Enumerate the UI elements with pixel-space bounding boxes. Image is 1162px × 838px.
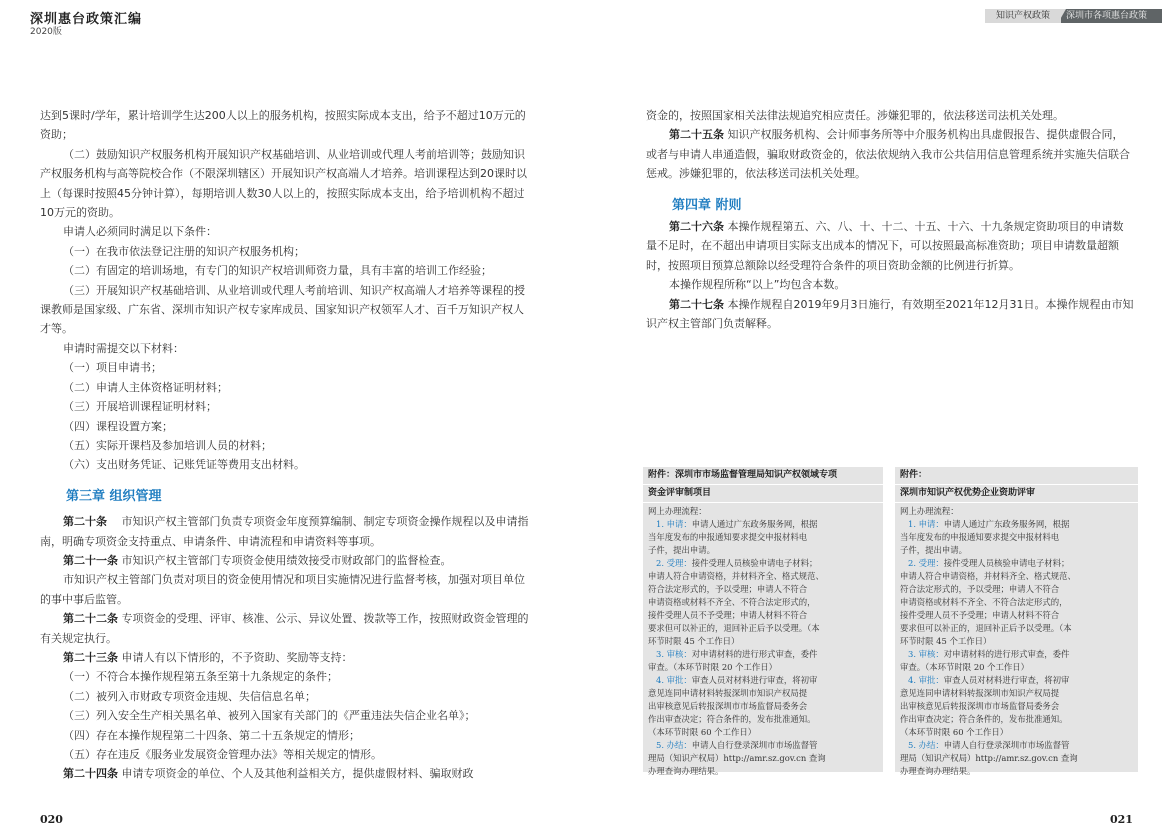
box2-title-line1: 附件： bbox=[900, 470, 928, 480]
paragraph bbox=[40, 281, 530, 339]
process-step-line bbox=[648, 596, 878, 609]
paragraph bbox=[40, 358, 530, 377]
process-step-label: 3. 审核： bbox=[908, 649, 944, 659]
process-step-line bbox=[648, 661, 878, 674]
process-step-line bbox=[648, 739, 878, 752]
paragraph-text: （二）被列入市财政专项资金违规、失信信息名单； bbox=[63, 689, 316, 703]
process-step-text: 申请人通过广东政务服务网，根据 bbox=[943, 519, 1070, 529]
process-step-label: 5. 办结： bbox=[908, 740, 944, 750]
right-articles bbox=[646, 217, 1134, 333]
process-step-text: 子件，提出申请。 bbox=[900, 545, 967, 555]
process-step-text: 申请人符合申请资格，并材料齐全、格式规范、 bbox=[648, 571, 824, 581]
process-step-line bbox=[648, 583, 878, 596]
process-step-text: 当年度发布的申报通知要求提交申报材料电 bbox=[900, 532, 1060, 542]
process-step-text: （本环节时限 60 个工作日） bbox=[648, 727, 757, 737]
paragraph bbox=[40, 551, 530, 570]
process-step-text: 理局（知识产权局）http://amr.sz.gov.cn 查询 bbox=[900, 753, 1078, 763]
process-step-text: 审查。（本环节时限 20 个工作日） bbox=[900, 662, 1030, 672]
paragraph-text: （二）申请人主体资格证明材料； bbox=[63, 380, 228, 394]
paragraph bbox=[40, 261, 530, 280]
process-step-line bbox=[900, 765, 1133, 778]
process-step-text: 作出审查决定；符合条件的，发布批准通知。 bbox=[648, 714, 816, 724]
paragraph bbox=[40, 570, 530, 609]
process-step-text: 接件受理人员不予受理；申请人材料不符合 bbox=[648, 610, 808, 620]
paragraph-text: 市知识产权主管部门负责对项目的资金使用情况和项目实施情况进行监督考核，加强对项目单位的事中事后监管。 bbox=[40, 573, 525, 606]
process-step-text: 申请资格或材料不齐全、不符合法定形式的， bbox=[900, 597, 1068, 607]
process-step-label: 3. 审核： bbox=[656, 649, 692, 659]
paragraph bbox=[646, 106, 1134, 125]
paragraph bbox=[646, 295, 1134, 334]
page-number-right: 021 bbox=[1110, 813, 1133, 826]
process-step-label: 1. 申请： bbox=[908, 519, 944, 529]
box1-title-line1: 附件：深圳市市场监督管理局知识产权领域专项 bbox=[648, 470, 838, 480]
right-column bbox=[646, 106, 1134, 333]
box2-title-line2: 深圳市知识产权优势企业资助评审 bbox=[900, 488, 1036, 498]
process-step-line bbox=[900, 557, 1133, 570]
process-intro: 网上办理流程： bbox=[648, 506, 707, 516]
process-step-text: 对申请材料的进行形式审查，委件 bbox=[943, 649, 1070, 659]
paragraph-text: （六）支出财务凭证、记账凭证等费用支出材料。 bbox=[63, 458, 305, 472]
paragraph-text: 市知识产权主管部门专项资金使用绩效接受市财政部门的监督检查。 bbox=[121, 553, 452, 567]
chapter4-heading: 第四章 附则 bbox=[672, 197, 742, 213]
paragraph-text: （三）开展知识产权基础培训、从业培训或代理人考前培训、知识产权高端人才培养等课程的授课教师是国家级、广东省、深圳市知识产权专家库成员、国家知识产权领军人才、百千万知识产权人才等。 bbox=[40, 283, 525, 336]
article-number: 第二十二条 bbox=[63, 612, 118, 626]
process-step-line bbox=[648, 544, 878, 557]
paragraph bbox=[40, 609, 530, 648]
left-paragraphs bbox=[40, 106, 530, 475]
article-number: 第二十七条 bbox=[669, 297, 724, 311]
process-step-text: 当年度发布的申报通知要求提交申报材料电 bbox=[648, 532, 808, 542]
paragraph bbox=[40, 648, 530, 667]
process-step-label: 2. 受理： bbox=[656, 558, 692, 568]
tab-ip-policy: 知识产权政策 bbox=[985, 9, 1061, 23]
paragraph bbox=[40, 764, 530, 783]
process-step-line bbox=[900, 570, 1133, 583]
process-step-line bbox=[648, 752, 878, 765]
process-step-line bbox=[900, 648, 1133, 661]
paragraph-text: （四）课程设置方案； bbox=[63, 419, 173, 433]
chapter3-heading: 第三章 组织管理 bbox=[66, 488, 162, 504]
process-step-text: （本环节时限 60 个工作日） bbox=[900, 727, 1009, 737]
paragraph bbox=[646, 217, 1134, 275]
paragraph bbox=[40, 706, 530, 725]
process-step-line bbox=[648, 713, 878, 726]
box1-title-line2: 资金评审制项目 bbox=[648, 488, 712, 498]
process-step-line bbox=[648, 635, 878, 648]
process-step-text: 申请人自行登录深圳市市场监督管 bbox=[691, 740, 818, 750]
process-step-text: 作出审查决定；符合条件的，发布批准通知。 bbox=[900, 714, 1068, 724]
article-number: 第二十一条 bbox=[63, 553, 118, 567]
process-step-line bbox=[900, 622, 1133, 635]
process-step-text: 接件受理人员核验申请电子材料； bbox=[943, 558, 1070, 568]
process-step-line bbox=[900, 739, 1133, 752]
paragraph bbox=[40, 339, 530, 358]
process-step-text: 出审核意见后转报深圳市市场监督局委务会 bbox=[648, 701, 808, 711]
paragraph-text: （一）项目申请书； bbox=[63, 361, 162, 375]
page-number-left: 020 bbox=[40, 813, 63, 826]
process-step-line bbox=[900, 583, 1133, 596]
paragraph bbox=[40, 145, 530, 223]
process-step-text: 环节时限 45 个工作日） bbox=[900, 636, 992, 646]
paragraph-text: （一）在我市依法登记注册的知识产权服务机构； bbox=[63, 244, 305, 258]
process-step-line bbox=[900, 596, 1133, 609]
process-step-line bbox=[648, 674, 878, 687]
process-step-text: 申请人符合申请资格，并材料齐全、格式规范、 bbox=[900, 571, 1076, 581]
paragraph bbox=[40, 436, 530, 455]
book-title: 深圳惠台政策汇编 bbox=[30, 12, 143, 27]
paragraph-text: （三）开展培训课程证明材料； bbox=[63, 400, 217, 414]
process-step-text: 审查人员对材料进行审查，将初审 bbox=[691, 675, 818, 685]
paragraph bbox=[646, 125, 1134, 183]
paragraph bbox=[40, 417, 530, 436]
process-step-text: 申请人自行登录深圳市市场监督管 bbox=[943, 740, 1070, 750]
paragraph bbox=[40, 455, 530, 474]
process-step-line bbox=[900, 752, 1133, 765]
process-step-line bbox=[900, 518, 1133, 531]
process-step-line bbox=[648, 765, 878, 778]
process-step-text: 审查。（本环节时限 20 个工作日） bbox=[648, 662, 778, 672]
paragraph-text: （二）鼓励知识产权服务机构开展知识产权基础培训、从业培训或代理人考前培训等；鼓励知识产权服务机构与高等院校合作（不限深圳辖区）开展知识产权高端人才培养。培训课程达到20课时以上（每课时按照45分钟计算），每期培训人数30人以上的，按照实际成本支出，给予培训机构不超过10万元的资助。 bbox=[40, 147, 527, 220]
paragraph-text: （四）存在本操作规程第二十四条、第二十五条规定的情形； bbox=[63, 728, 360, 742]
article-number: 第二十六条 bbox=[669, 220, 724, 234]
paragraph bbox=[40, 397, 530, 416]
article-number: 第二十三条 bbox=[63, 650, 118, 664]
process-step-text: 出审核意见后转报深圳市市场监督局委务会 bbox=[900, 701, 1060, 711]
process-step-text: 审查人员对材料进行审查，将初审 bbox=[943, 675, 1070, 685]
paragraph-text: 达到5课时/学年，累计培训学生达200人以上的服务机构，按照实际成本支出，给予不超过10万元的资助； bbox=[40, 109, 526, 142]
paragraph-text: （二）有固定的培训场地，有专门的知识产权培训师资力量，具有丰富的培训工作经验； bbox=[63, 264, 492, 278]
paragraph-text: （五）存在违反《服务业发展资金管理办法》等相关规定的情形。 bbox=[63, 748, 382, 761]
process-step-text: 办理查询办理结果。 bbox=[900, 766, 976, 776]
process-step-line bbox=[648, 648, 878, 661]
process-step-line bbox=[900, 635, 1133, 648]
process-step-text: 对申请材料的进行形式审查，委件 bbox=[691, 649, 818, 659]
process-step-text: 理局（知识产权局）http://amr.sz.gov.cn 查询 bbox=[648, 753, 826, 763]
process-step-line bbox=[900, 713, 1133, 726]
attachment-box-1 bbox=[643, 467, 883, 776]
paragraph-text: 本操作规程所称“以上”均包含本数。 bbox=[669, 278, 846, 292]
process-step-line bbox=[648, 557, 878, 570]
process-step-text: 要求但可以补正的，退回补正后予以受理。（本 bbox=[648, 623, 820, 633]
process-step-line bbox=[900, 661, 1133, 674]
paragraph bbox=[40, 667, 530, 686]
tab-separator bbox=[1058, 9, 1066, 23]
process-step-text: 环节时限 45 个工作日） bbox=[648, 636, 740, 646]
process-step-line bbox=[648, 700, 878, 713]
attachment-box-2 bbox=[895, 467, 1138, 776]
paragraph bbox=[40, 242, 530, 261]
process-step-line bbox=[648, 518, 878, 531]
paragraph bbox=[40, 222, 530, 241]
process-step-label: 1. 申请： bbox=[656, 519, 692, 529]
paragraph bbox=[40, 378, 530, 397]
paragraph-text: 申请人必须同时满足以下条件： bbox=[63, 225, 217, 239]
process-step-text: 要求但可以补正的，退回补正后予以受理。（本 bbox=[900, 623, 1072, 633]
process-step-text: 接件受理人员不予受理；申请人材料不符合 bbox=[900, 610, 1060, 620]
process-step-line bbox=[648, 609, 878, 622]
paragraph-text: 申请人有以下情形的，不予资助、奖励等支持： bbox=[121, 650, 353, 664]
paragraph bbox=[40, 687, 530, 706]
paragraph-text: 申请专项资金的单位、个人及其他利益相关方，提供虚假材料、骗取财政 bbox=[121, 767, 474, 781]
process-step-text: 意见连同申请材料转报深圳市知识产权局提 bbox=[648, 688, 808, 698]
process-step-text: 符合法定形式的，予以受理；申请人不符合 bbox=[900, 584, 1060, 594]
left-articles bbox=[40, 512, 530, 784]
paragraph-text: 本操作规程自2019年9月3日施行，有效期至2021年12月31日。本操作规程由市知识产权主管部门负责解释。 bbox=[646, 297, 1134, 331]
process-step-label: 4. 审批： bbox=[656, 675, 692, 685]
box2-process bbox=[895, 503, 1138, 778]
paragraph bbox=[40, 726, 530, 745]
process-step-line bbox=[900, 531, 1133, 544]
paragraph-text: 专项资金的受理、评审、核准、公示、异议处置、拨款等工作，按照财政资金管理的有关规定执行。 bbox=[40, 612, 529, 645]
article-number: 第二十条 bbox=[63, 515, 107, 529]
process-intro: 网上办理流程： bbox=[900, 506, 959, 516]
process-step-line bbox=[648, 570, 878, 583]
process-step-label: 5. 办结： bbox=[656, 740, 692, 750]
paragraph-text: （三）列入安全生产相关黑名单、被列入国家有关部门的《严重违法失信企业名单》； bbox=[63, 709, 476, 723]
process-step-line bbox=[648, 622, 878, 635]
paragraph bbox=[40, 745, 530, 764]
paragraph-text: （五）实际开课档及参加培训人员的材料； bbox=[63, 438, 272, 452]
paragraph-text: （一）不符合本操作规程第五条至第十九条规定的条件； bbox=[63, 670, 338, 684]
tab-shenzhen-policy: 深圳市各项惠台政策 bbox=[1066, 11, 1148, 21]
paragraph-text: 市知识产权主管部门负责专项资金年度预算编制、制定专项资金操作规程以及申请指南，明确专项资金支持重点、申请条件、申请流程和申请资料等事项。 bbox=[40, 515, 529, 548]
paragraph bbox=[40, 512, 530, 551]
process-step-line bbox=[900, 609, 1133, 622]
article-number: 第二十四条 bbox=[63, 767, 118, 781]
paragraph-text: 资金的，按照国家相关法律法规追究相应责任。涉嫌犯罪的，依法移送司法机关处理。 bbox=[646, 109, 1064, 122]
process-step-text: 接件受理人员核验申请电子材料； bbox=[691, 558, 818, 568]
left-column bbox=[40, 106, 530, 784]
process-step-line bbox=[900, 726, 1133, 739]
process-step-line bbox=[648, 687, 878, 700]
process-step-label: 2. 受理： bbox=[908, 558, 944, 568]
process-step-text: 符合法定形式的，予以受理；申请人不符合 bbox=[648, 584, 808, 594]
paragraph-text: 知识产权服务机构、会计师事务所等中介服务机构出具虚假报告、提供虚假合同，或者与申请人串通造假，骗取财政资金的，依法依规纳入我市公共信用信息管理系统并实施失信联合惩戒。涉嫌犯罪的，依法移送司法机关处理。 bbox=[646, 128, 1130, 181]
process-step-text: 申请人通过广东政务服务网，根据 bbox=[691, 519, 818, 529]
right-paragraphs bbox=[646, 106, 1134, 184]
process-step-text: 申请资格或材料不齐全、不符合法定形式的， bbox=[648, 597, 816, 607]
process-step-line bbox=[900, 687, 1133, 700]
paragraph-text: 本操作规程第五、六、八、十、十二、十五、十六、十九条规定资助项目的申请数量不足时，在不超出申请项目实际支出成本的情况下，可以按照最高标准资助；项目申请数量超额时，按照项目预算总额除以经受理符合条件的项目资助金额的比例进行折算。 bbox=[646, 220, 1124, 272]
process-step-text: 子件，提出申请。 bbox=[648, 545, 715, 555]
article-number: 第二十五条 bbox=[669, 128, 724, 142]
process-step-line bbox=[900, 674, 1133, 687]
box1-process bbox=[643, 503, 883, 778]
process-step-line bbox=[648, 726, 878, 739]
book-year: 2020版 bbox=[30, 27, 62, 37]
process-step-text: 意见连同申请材料转报深圳市知识产权局提 bbox=[900, 688, 1060, 698]
paragraph-text: 申请时需提交以下材料： bbox=[63, 341, 184, 355]
paragraph bbox=[40, 106, 530, 145]
process-step-text: 办理查询办理结果。 bbox=[648, 766, 724, 776]
process-step-label: 4. 审批： bbox=[908, 675, 944, 685]
process-step-line bbox=[900, 700, 1133, 713]
process-step-line bbox=[648, 531, 878, 544]
paragraph bbox=[646, 275, 1134, 294]
process-step-line bbox=[900, 544, 1133, 557]
